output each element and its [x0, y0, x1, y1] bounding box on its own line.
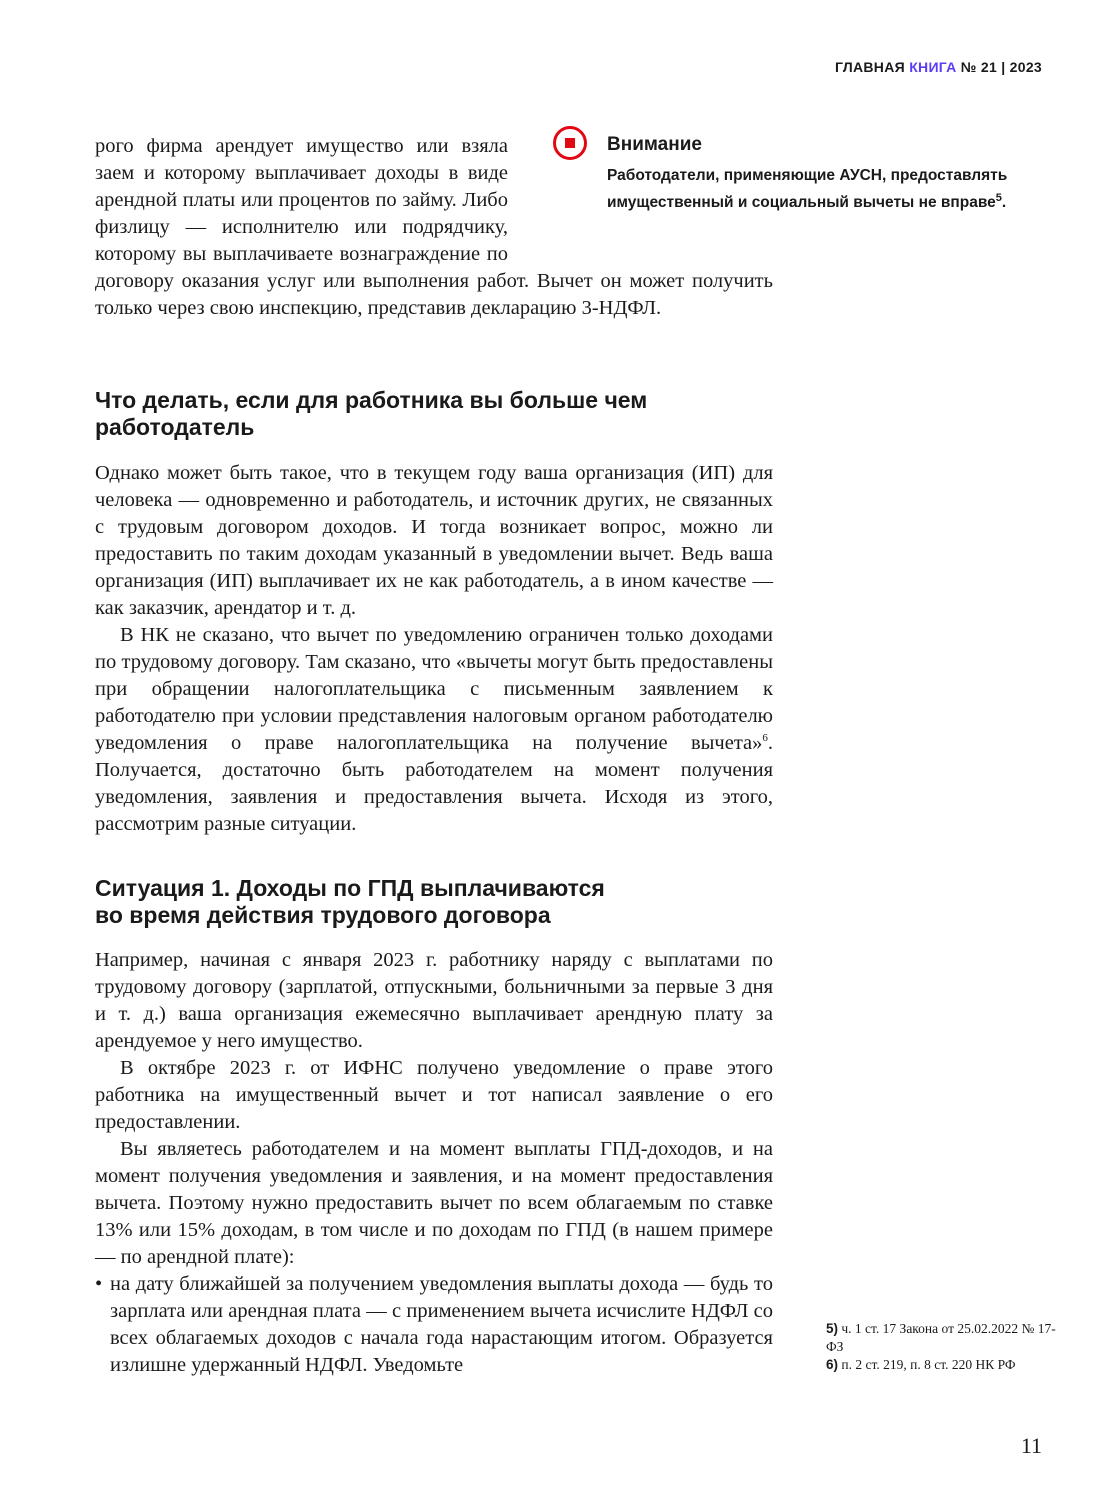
paragraph: В октябре 2023 г. от ИФНС получено уведомление о праве этого работника на имущественный вычет и тот написал заявление о его предоставлении.	[95, 1057, 773, 1133]
section-heading-2: Ситуация 1. Доходы по ГПД выплачиваются во время действия трудового договора	[95, 875, 605, 928]
stop-icon	[553, 126, 587, 160]
footnote-ref-5[interactable]: 5	[995, 191, 1002, 204]
section-2-body	[95, 947, 773, 1379]
section-heading-1: Что делать, если для работника вы больше чем работодатель	[95, 387, 648, 440]
bullet-list	[95, 1271, 773, 1379]
paragraph: Например, начиная с января 2023 г. работнику наряду с выплатами по трудовому договору (зарплатой, отпускными, больничными за первые 3 дня и т. д.) ваша организация ежемесячно выплачивает арендную плату за арендуемое у него имущество.	[95, 949, 773, 1052]
footnotes	[826, 1320, 1056, 1374]
list-item: • на дату ближайшей за получением уведомления выплаты дохода — будь то зарплата или арендная плата — с применением вычета исчислите НДФЛ со всех облагаемых доходов с начала года нарастающим итогом. Образуется излишне удержанный НДФЛ. Уведомьте	[95, 1271, 773, 1379]
brand-main: ГЛАВНАЯ	[834, 59, 905, 75]
callout-text: Работодатели, применяющие АУСН, предоставлять имущественный и социальный вычеты не вправе$^5$.	[607, 167, 1008, 211]
brand-accent: КНИГА	[909, 59, 957, 75]
paragraph: Вы являетесь работодателем и на момент выплаты ГПД-доходов, и на момент получения уведомления и заявления, и на момент предоставления вычета. Поэтому нужно предоставить вычет по всем облагаемым по ставке 13% или 15% доходам, в том числе и по доходам по ГПД (в нашем примере — по арендной плате):	[95, 1138, 773, 1268]
footnote-ref-6[interactable]: 6	[762, 732, 768, 745]
intro-paragraph: рого фирма арендует имущество или взяла заем и которому выплачивает доходы в виде арендной платы или процентов по займу. Либо физлицу — исполнителю или подрядчику, которому вы выплачиваете вознаграждение по договору оказания услуг или выполнения работ. Вычет он может получить только через свою инспекцию, представив декларацию 3-НДФЛ.	[95, 135, 773, 319]
issue-number: № 21 | 2023	[960, 59, 1042, 75]
paragraph: Однако может быть такое, что в текущем году ваша организация (ИП) для человека — одновременно и работодатель, и источник других, не связанных с трудовым договором доходов. И тогда возникает вопрос, можно ли предоставить по таким доходам указанный в уведомлении вычет. Ведь ваша организация (ИП) выплачивает их не как работодатель, а в ином качестве — как заказчик, арендатор и т. д.	[95, 462, 773, 619]
callout-title: Внимание	[607, 134, 702, 155]
page-number: 11	[1020, 1433, 1042, 1458]
footnote-6: 6) п. 2 ст. 219, п. 8 ст. 220 НК РФ	[826, 1357, 1016, 1372]
paragraph: В НК не сказано, что вычет по уведомлению ограничен только доходами по трудовому договору. Там сказано, что «вычеты могут быть предоставлены при обращении налогоплательщика с письменным заявлением к работодателю при условии представления налоговым органом работодателю уведомления о праве налогоплательщика на получение вычета»$^6$. Получается, достаточно быть работодателем на момент получения уведомления, заявления и предоставления вычета. Исходя из этого, рассмотрим разные ситуации.	[95, 624, 773, 835]
footnote-5: 5) ч. 1 ст. 17 Закона от 25.02.2022 № 17-ФЗ	[826, 1321, 1056, 1354]
section-1-body	[95, 460, 773, 838]
magazine-masthead	[835, 59, 1042, 75]
